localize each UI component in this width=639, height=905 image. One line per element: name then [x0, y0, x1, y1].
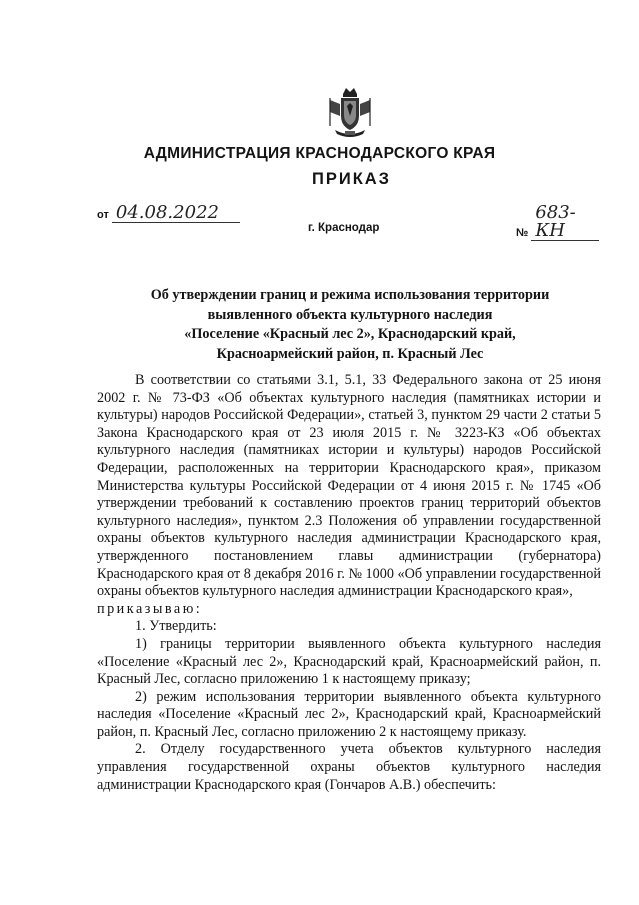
item-1: 1. Утвердить: [135, 618, 217, 635]
coat-of-arms-icon [327, 86, 373, 140]
organization-title: АДМИНИСТРАЦИЯ КРАСНОДАРСКОГО КРАЯ [143, 145, 496, 162]
document-heading [115, 286, 585, 364]
handwritten-number: 683-КН [531, 204, 599, 241]
heading-line: выявленного объекта культурного наследия [207, 306, 493, 323]
handwritten-date: 04.08.2022 [112, 204, 240, 223]
item-1-1: 1) границы территории выявленного объекта культурного наследия «Поселение «Красный лес 2», Краснодарский край, Красноармейский район, п. Красный Лес, согласно приложению 1 к настоящему приказу; [97, 635, 601, 688]
intro-text: В соответствии со статьями 3.1, 5.1, 33 Федерального закона от 25 июня 2002 г. № 73-ФЗ «Об объектах культурного наследия (памятниках истории и культуры) народов Российской Федерации», статьей 3, пунктом 29 части 2 статьи 5 Закона Краснодарского края от 23 июля 2015 г. № 3223-КЗ «Об объектах культурного наследия (памятниках истории и культуры) народов Российской Федерации, расположенных на территории Краснодарского края», приказом Министерства культуры Российской Федерации от 4 июня 2015 г. № 1745 «Об утверждении требований к составлению проектов границ территорий объектов культурного наследия», пунктом 2.3 Положения об управлении государственной охраны объектов культурного наследия администрации Краснодарского края, утвержденного постановлением главы администрации (губернатора) Краснодарского края от 8 декабря 2016 г. № 1000 «Об управлении государственной охраны объектов культурного наследия администрации Краснодарского края», [97, 372, 601, 600]
item-1-2: 2) режим использования территории выявленного объекта культурного наследия «Поселение «Красный лес 2», Краснодарский край, Красноармейский район, п. Красный Лес, согласно приложению 2 к настоящему приказу. [97, 688, 601, 740]
heading-line: Красноармейский район, п. Красный Лес [216, 345, 484, 362]
date-prefix: от [97, 209, 109, 221]
intro-paragraph [97, 372, 601, 618]
date-line [97, 204, 240, 223]
order-word: приказываю: [97, 600, 203, 617]
number-line [516, 204, 599, 241]
city: г. Краснодар [308, 222, 380, 234]
heading-line: «Поселение «Красный лес 2», Краснодарский край, [184, 326, 516, 342]
document-type: ПРИКАЗ [311, 170, 392, 188]
number-prefix: № [516, 227, 529, 239]
heading-line: Об утверждении границ и режима использования территории [150, 287, 550, 303]
document-body [97, 372, 601, 794]
item-2: 2. Отделу государственного учета объектов культурного наследия управления государственной охраны объектов культурного наследия администрации Краснодарского края (Гончаров А.В.) обеспечить: [97, 741, 601, 793]
